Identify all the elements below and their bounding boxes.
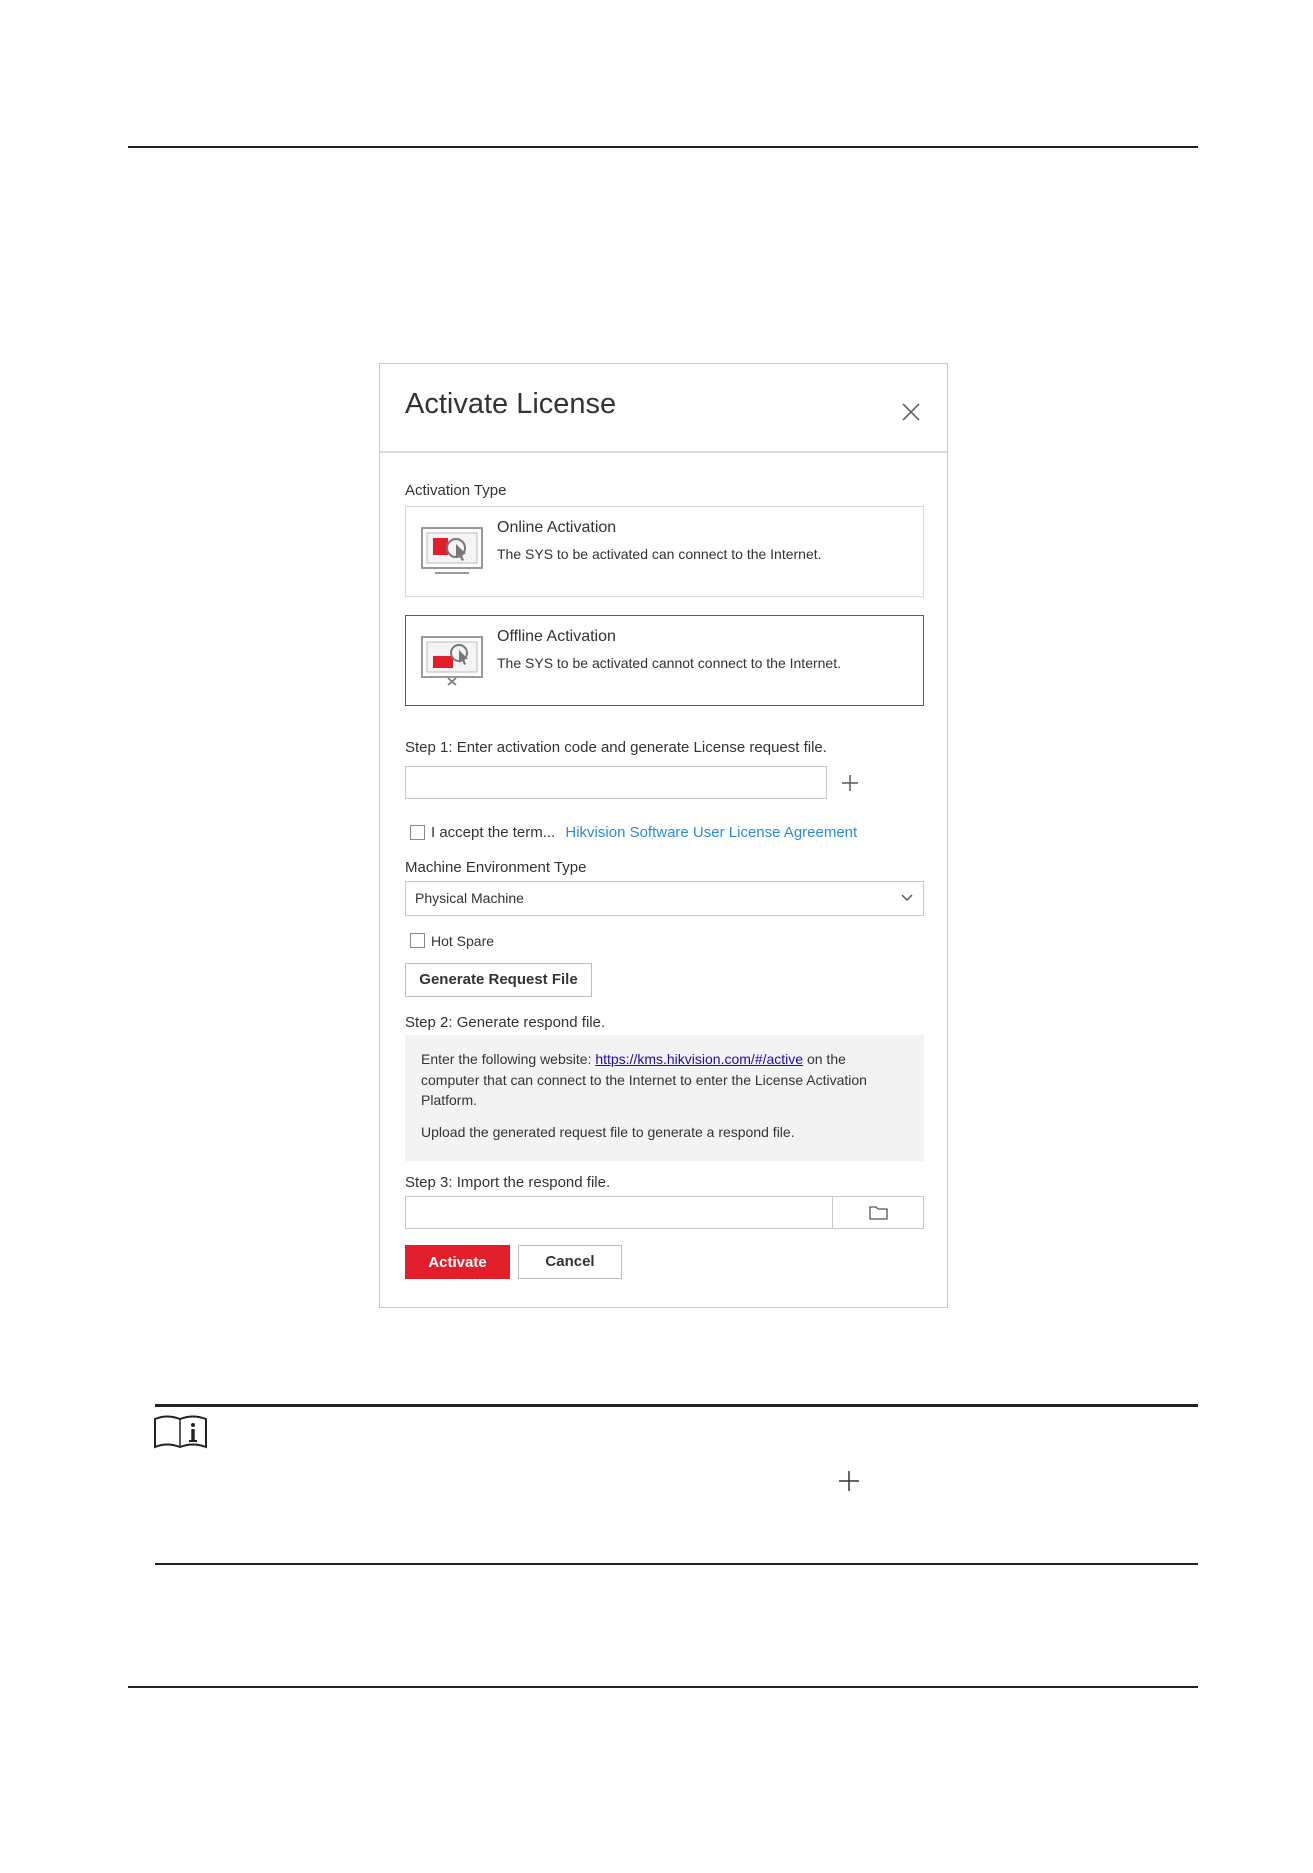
folder-icon: [869, 1206, 888, 1220]
accept-terms-text: I accept the term...: [431, 824, 556, 841]
note-top-rule: [155, 1404, 1198, 1407]
note-icon: [153, 1413, 208, 1449]
activation-code-input[interactable]: [405, 766, 827, 799]
step2-instructions: [421, 1049, 908, 1111]
step2-upload-text: Upload the generated request file to generate a respond file.: [421, 1123, 795, 1140]
offline-activation-desc: The SYS to be activated cannot connect to the Internet.: [497, 655, 841, 671]
accept-terms-checkbox[interactable]: [410, 825, 425, 840]
license-agreement-link[interactable]: Hikvision Software User License Agreement: [565, 824, 858, 841]
activate-license-dialog: [379, 363, 948, 1308]
step3-label: Step 3: Import the respond file.: [405, 1174, 611, 1191]
add-icon[interactable]: [841, 774, 859, 792]
dialog-header: [380, 364, 947, 453]
machine-env-label: Machine Environment Type: [405, 859, 587, 876]
online-activation-title: Online Activation: [497, 519, 617, 536]
browse-folder-button[interactable]: [832, 1196, 924, 1229]
offline-activation-icon: [421, 636, 483, 686]
machine-env-value: Physical Machine: [415, 890, 524, 906]
offline-activation-option[interactable]: [405, 615, 924, 706]
respond-file-input[interactable]: [405, 1196, 833, 1229]
note-bottom-rule: [155, 1563, 1198, 1565]
online-activation-option[interactable]: [405, 506, 924, 597]
kms-website-link[interactable]: https://kms.hikvision.com/#/active: [595, 1051, 804, 1067]
online-activation-icon: [421, 527, 483, 577]
footer-rule: [128, 1686, 1198, 1688]
hot-spare-label: Hot Spare: [431, 933, 495, 949]
step2-suffix: on the computer that can connect to the Internet to enter the License Activation Platform.: [421, 1051, 867, 1108]
close-icon[interactable]: [901, 402, 921, 422]
accept-terms-row: [431, 824, 857, 841]
chevron-down-icon: [901, 894, 913, 902]
online-activation-desc: The SYS to be activated can connect to the Internet.: [497, 546, 822, 562]
activate-button[interactable]: Activate: [405, 1245, 510, 1279]
machine-env-select[interactable]: [405, 881, 924, 916]
add-icon: [838, 1470, 860, 1492]
cancel-button[interactable]: Cancel: [518, 1245, 622, 1279]
activation-type-label: Activation Type: [405, 482, 507, 499]
header-rule: [128, 146, 1198, 148]
step2-prefix: Enter the following website:: [421, 1051, 596, 1067]
dialog-title: Activate License: [405, 388, 617, 420]
hot-spare-checkbox[interactable]: [410, 933, 425, 948]
step2-info-box: [405, 1035, 924, 1161]
step2-label: Step 2: Generate respond file.: [405, 1014, 606, 1031]
step1-label: Step 1: Enter activation code and generate License request file.: [405, 739, 827, 756]
offline-activation-title: Offline Activation: [497, 628, 616, 645]
generate-request-file-button[interactable]: Generate Request File: [405, 963, 592, 997]
